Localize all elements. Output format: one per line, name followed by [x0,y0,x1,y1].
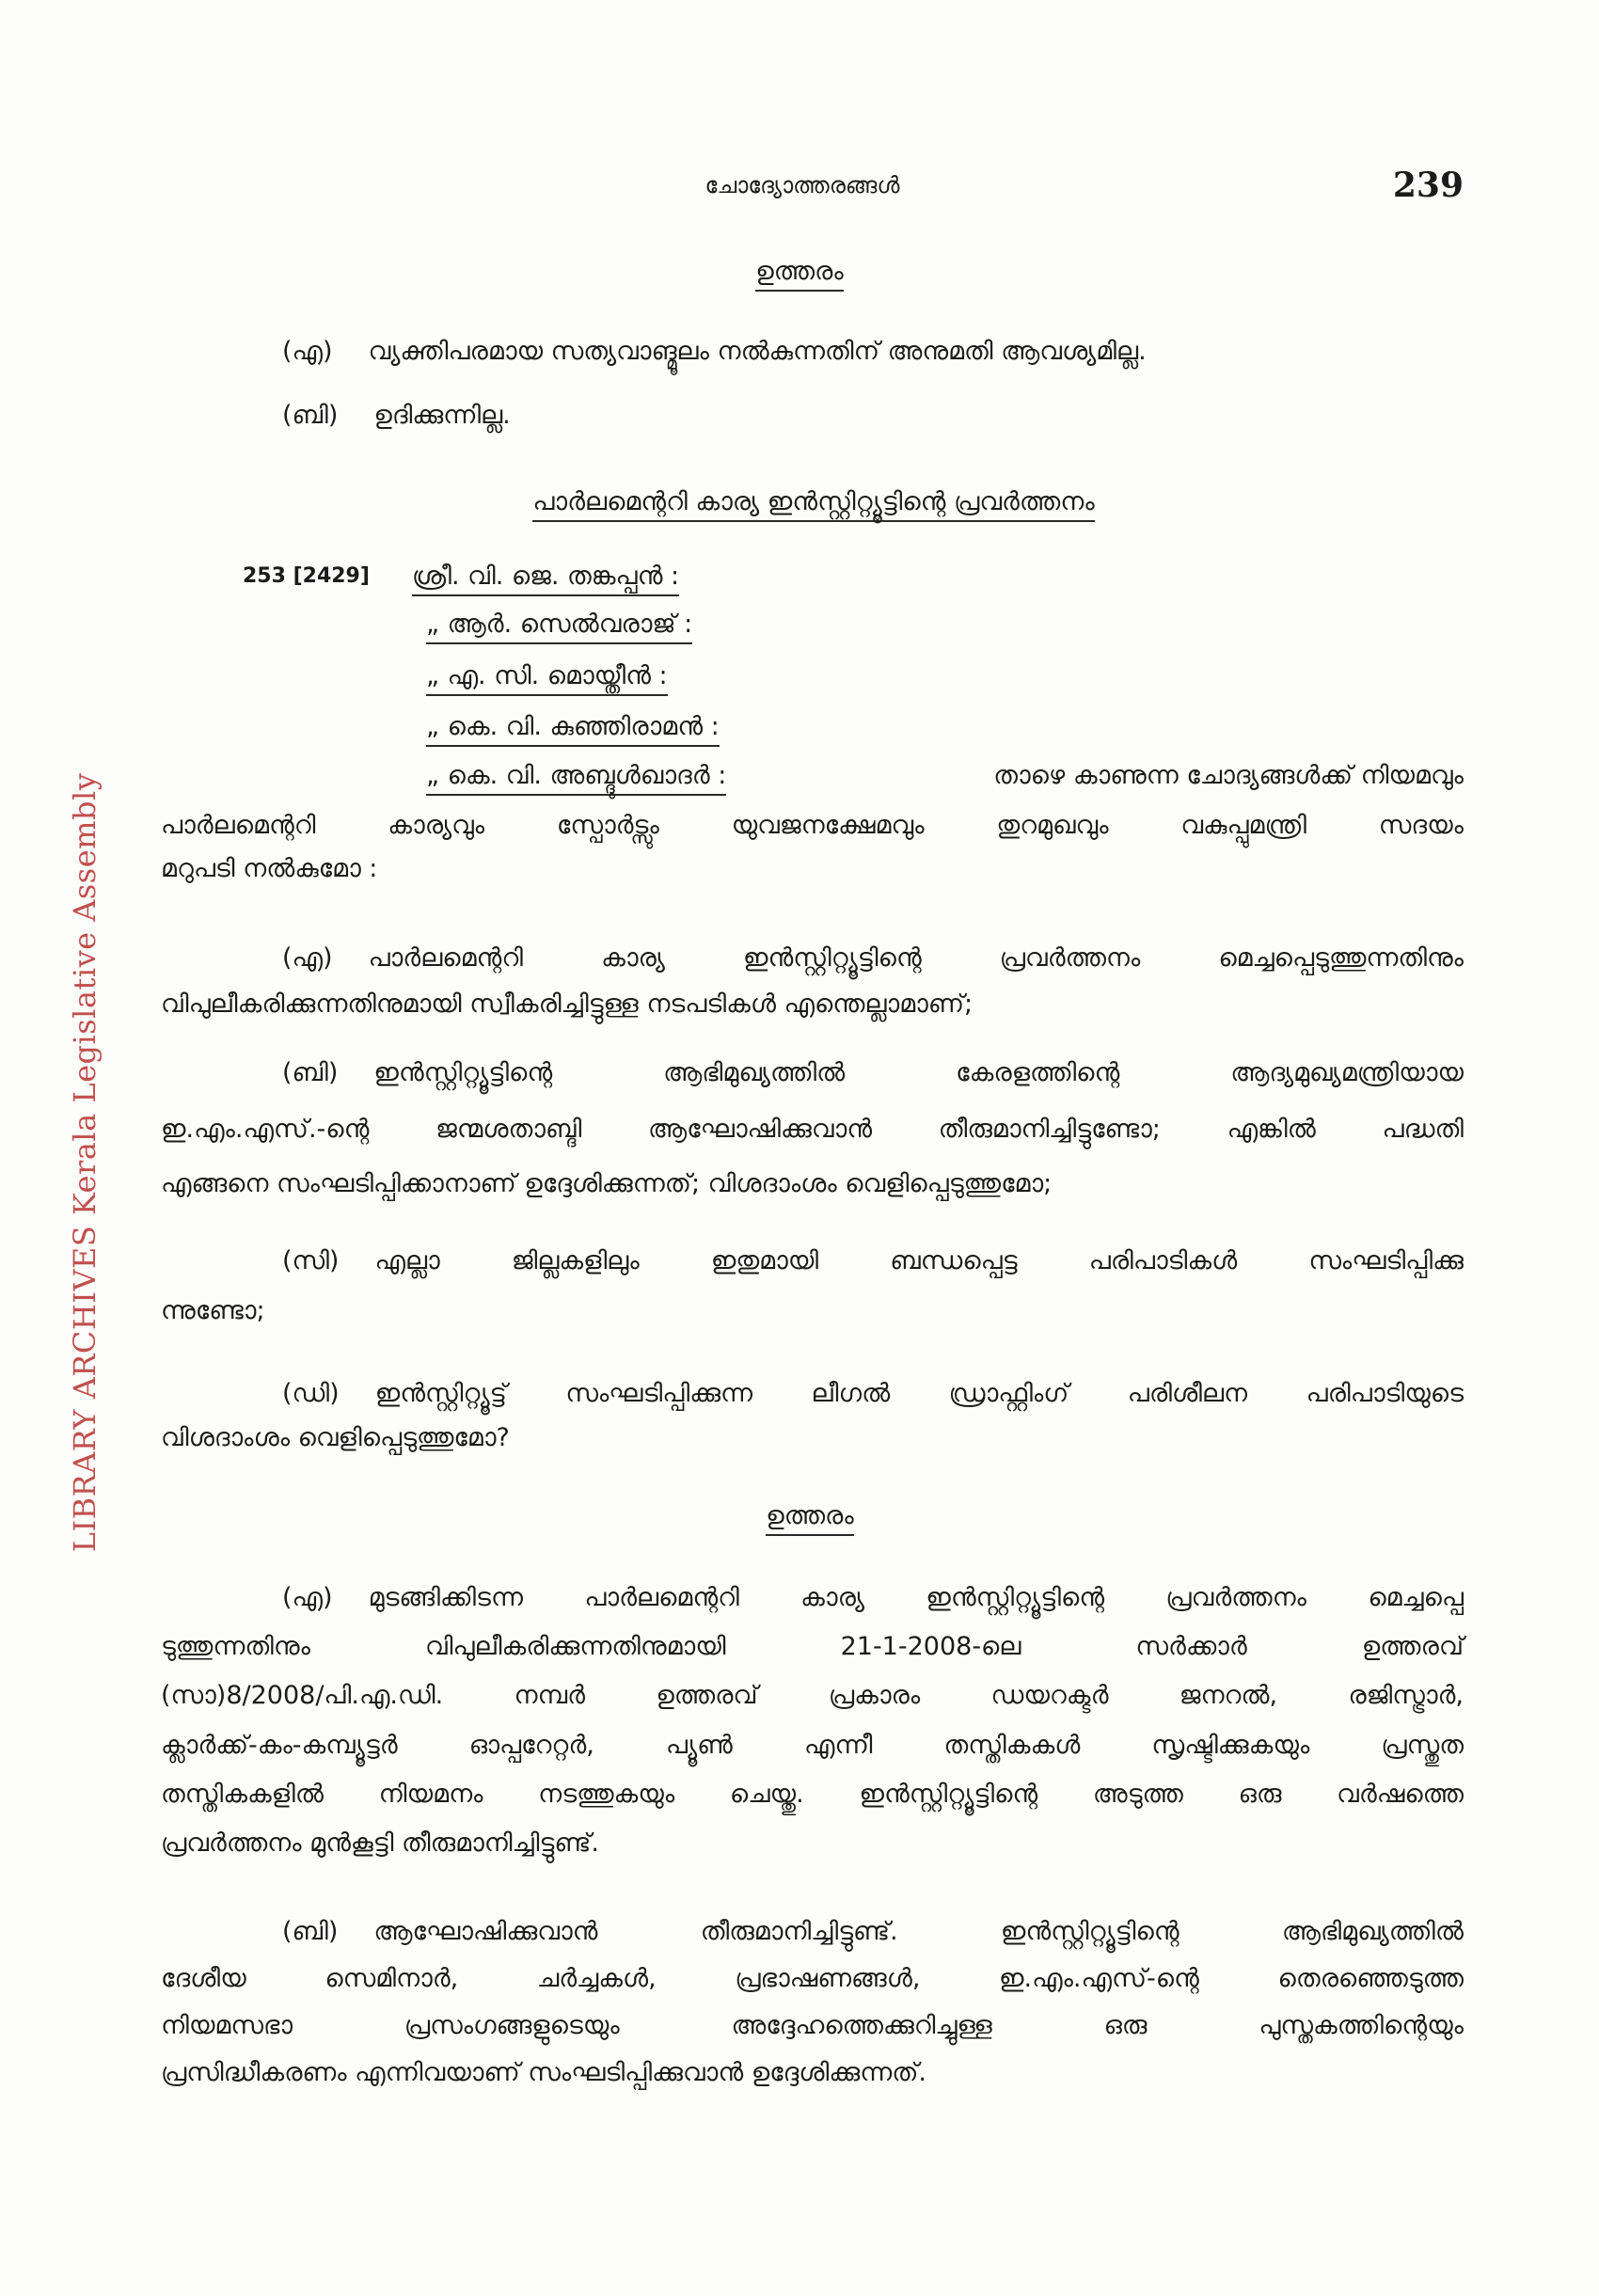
item-text: ഇൻസ്റ്റിറ്റ്യൂട്ടിന്റെ ആഭിമുഖ്യത്തിൽ കേരളത്തിന്റെ ആദ്യമുഖ്യമന്ത്രിയായ [373,1058,1464,1087]
answer-item-a-line-2: ടുത്തുന്നതിനും വിപുലീകരിക്കുന്നതിനുമായി 21-1-2008-ലെ സർക്കാർ ഉത്തരവ് [161,1632,1464,1661]
question-item-d-line-2: വിശദാംശം വെളിപ്പെടുത്തുമോ? [161,1423,510,1452]
member-name-text: „ കെ. വി. അബ്ദുൾഖാദർ : [426,758,726,796]
running-title: ചോദ്യോത്തരങ്ങൾ [705,172,900,198]
question-item-d-line-1 [282,1370,1464,1418]
item-label: (ബി) [282,1917,339,1946]
member-name-4 [426,703,845,752]
page-number: 239 [1392,166,1464,205]
question-title-text: പാർലമെന്ററി കാര്യ ഇൻസ്റ്റിറ്റ്യൂട്ടിന്റെ പ്രവർത്തനം [532,484,1094,522]
answer-item-a-line-3: (സാ)8/2008/പി.എ.ഡി. നമ്പർ ഉത്തരവ് പ്രകാരം ഡയറക്ടർ ജനറൽ, രജിസ്ട്രാർ, [161,1681,1464,1710]
question-title [376,478,1251,527]
answer-item-a-line-4: ക്ലാർക്ക്-കം-കമ്പ്യൂട്ടർ ഓപ്പറേറ്റർ, പ്യൂൺ എന്നീ തസ്തികകൾ സൃഷ്ടിക്കുകയും പ്രസ്തുത [161,1731,1464,1760]
item-text: ഇൻസ്റ്റിറ്റ്യൂട്ട് സംഘടിപ്പിക്കുന്ന ലീഗൽ ഡ്രാഫ്റ്റിംഗ് പരിശീലന പരിപാടിയുടെ [374,1379,1464,1408]
question-item-a-line-1 [282,934,1464,983]
previous-answer-heading [658,247,941,296]
item-text: ആഘോഷിക്കുവാൻ തീരുമാനിച്ചിട്ടുണ്ട്. ഇൻസ്റ്റിറ്റ്യൂട്ടിന്റെ ആഭിമുഖ്യത്തിൽ [373,1917,1464,1946]
heading-text: ഉത്തരം [755,254,843,292]
item-text: ഉദിക്കുന്നില്ല. [373,401,511,430]
answer-item-b-line-4: പ്രസിദ്ധീകരണം എന്നിവയാണ് സംഘടിപ്പിക്കുവാൻ ഉദ്ദേശിക്കുന്നത്. [161,2058,927,2087]
member-name-text: „ എ. സി. മൊയ്തീൻ : [426,658,668,696]
member-name-5 [426,752,845,800]
archive-watermark: LIBRARY ARCHIVES Kerala Legislative Assembly [67,772,103,1553]
question-item-b-line-1 [282,1049,1464,1098]
answer-item-b-line-1 [282,1908,1464,1956]
answer-item-a-line-5: തസ്തികകളിൽ നിയമനം നടത്തുകയും ചെയ്തു. ഇൻസ്റ്റിറ്റ്യൂട്ടിന്റെ അടുത്ത ഒരു വർഷത്തെ [161,1780,1464,1809]
member-name-3 [426,652,845,701]
previous-answer-item-a [282,327,1464,376]
item-text: പാർലമെന്ററി കാര്യ ഇൻസ്റ്റിറ്റ്യൂട്ടിന്റെ പ്രവർത്തനം മെച്ചപ്പെടുത്തുന്നതിനും [368,943,1464,973]
item-label: (എ) [282,1583,333,1612]
item-text: മുടങ്ങിക്കിടന്ന പാർലമെന്ററി കാര്യ ഇൻസ്റ്റിറ്റ്യൂട്ടിന്റെ പ്രവർത്തനം മെച്ചപ്പെ [368,1583,1464,1612]
item-text: എല്ലാ ജില്ലകളിലും ഇതുമായി ബന്ധപ്പെട്ട പരിപാടികൾ സംഘടിപ്പിക്കു [374,1246,1464,1275]
question-intro-line-2: പാർലമെന്ററി കാര്യവും സ്പോർട്സും യുവജനക്ഷേമവും തുറമുഖവും വകുപ്പുമന്ത്രി സദയം [161,811,1464,840]
question-intro-line-1: താഴെ കാണുന്ന ചോദ്യങ്ങൾക്ക് നിയമവും [993,761,1464,790]
member-name-text: „ ആർ. സെൽവരാജ് : [426,607,692,644]
item-label: (ബി) [282,1058,339,1087]
heading-text: ഉത്തരം [766,1498,853,1536]
question-intro-line-3: മറുപടി നൽകുമോ : [161,854,378,883]
answer-item-a-line-1 [282,1574,1464,1623]
question-item-b-line-2: ഇ.എം.എസ്.-ന്റെ ജന്മശതാബ്ദി ആഘോഷിക്കുവാൻ തീരുമാനിച്ചിട്ടുണ്ടോ; എങ്കിൽ പദ്ധതി [161,1115,1464,1144]
member-name-1 [412,552,845,601]
item-label: (എ) [282,337,333,366]
question-item-c-line-1 [282,1237,1464,1286]
question-item-a-line-2: വിപുലീകരിക്കുന്നതിനുമായി സ്വീകരിച്ചിട്ടുള്ള നടപടികൾ എന്തെല്ലാമാണ്; [161,990,974,1019]
question-item-c-line-2: ന്നുണ്ടോ; [161,1296,265,1325]
item-label: (സി) [282,1246,340,1275]
answer-item-b-line-2: ദേശീയ സെമിനാർ, ചർച്ചകൾ, പ്രഭാഷണങ്ങൾ, ഇ.എം.എസ്-ന്റെ തെരഞ്ഞെടുത്ത [161,1964,1464,1993]
question-number: 253 [2429] [243,564,370,588]
member-name-text: ശ്രീ. വി. ജെ. തങ്കപ്പൻ : [412,559,679,596]
answer-item-a-line-6: പ്രവർത്തനം മുൻകൂട്ടി തീരുമാനിച്ചിട്ടുണ്ട്. [161,1829,599,1858]
item-label: (ബി) [282,401,339,430]
item-label: (എ) [282,943,333,973]
item-text: വ്യക്തിപരമായ സത്യവാങ്മൂലം നൽകുന്നതിന് അനുമതി ആവശ്യമില്ല. [368,337,1147,366]
member-name-2 [426,600,845,649]
member-name-text: „ കെ. വി. കുഞ്ഞിരാമൻ : [426,709,720,747]
item-label: (ഡി) [282,1379,340,1408]
previous-answer-item-b [282,391,1464,440]
answer-item-b-line-3: നിയമസഭാ പ്രസംഗങ്ങളുടെയും അദ്ദേഹത്തെക്കുറിച്ചുള്ള ഒരു പുസ്തകത്തിന്റെയും [161,2011,1464,2040]
answer-heading [669,1492,951,1541]
question-item-b-line-3: എങ്ങനെ സംഘടിപ്പിക്കാനാണ് ഉദ്ദേശിക്കുന്നത്; വിശദാംശം വെളിപ്പെടുത്തുമോ; [161,1169,1053,1198]
